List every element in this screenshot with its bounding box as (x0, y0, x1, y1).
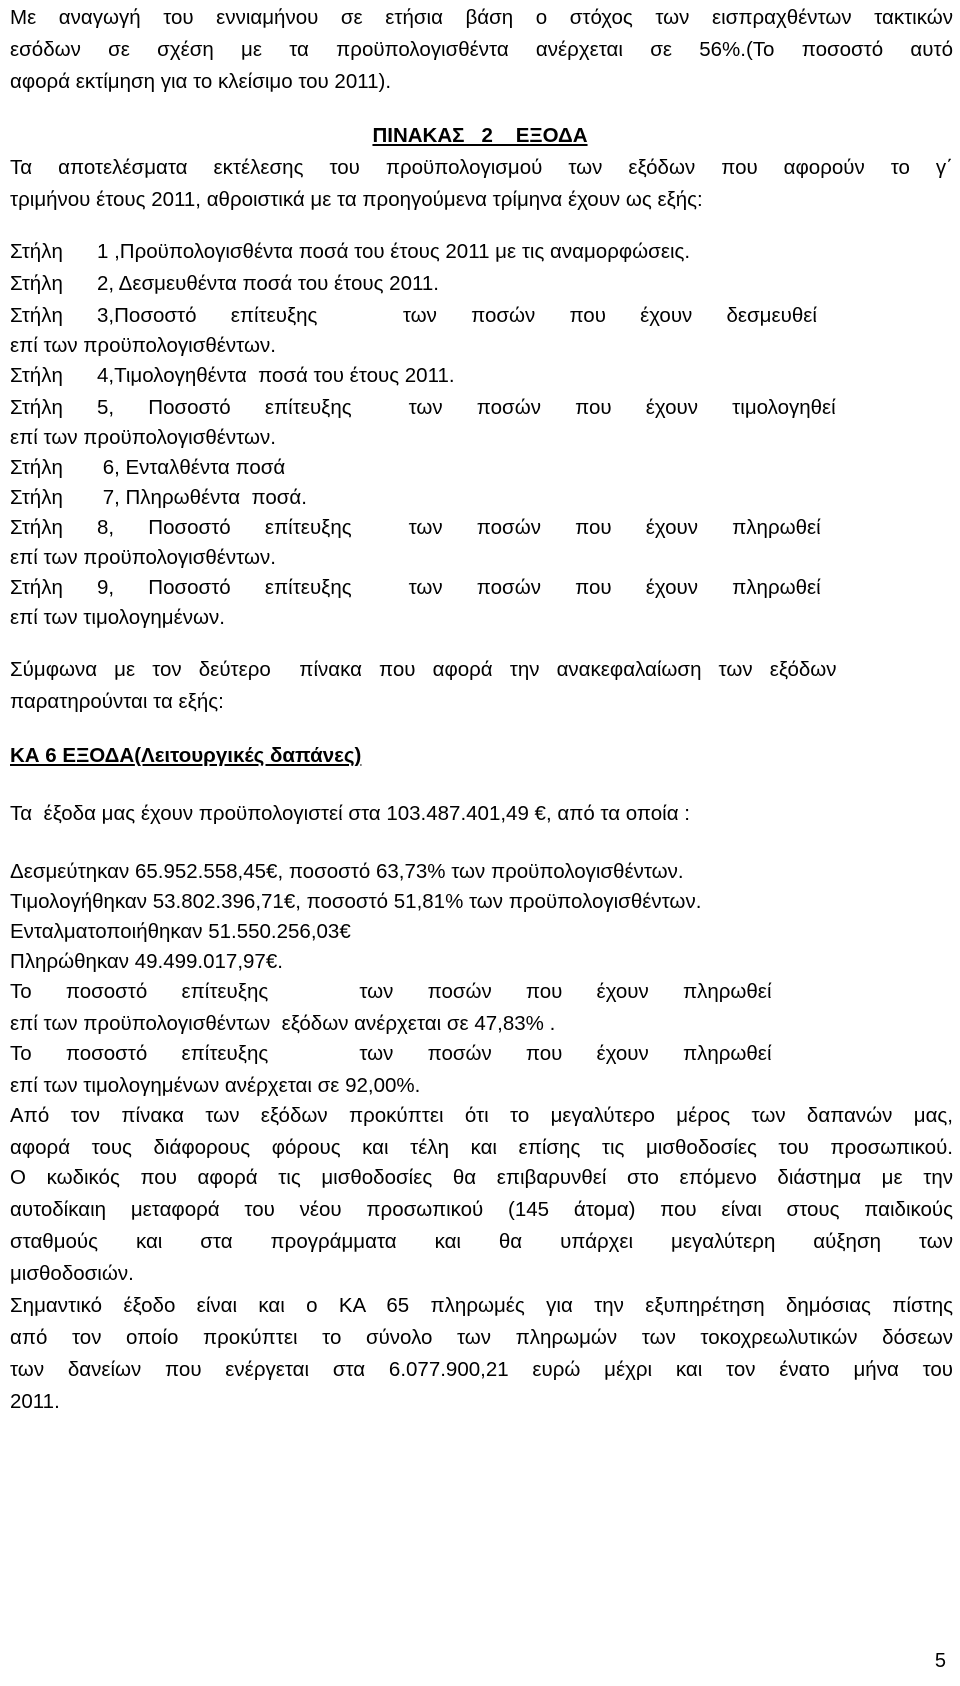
ka6-pct1-line-1: Το ποσοστό επίτευξης των ποσών που έχουν πληρωθεί (10, 980, 772, 1003)
analysis-p2-line-2: αυτοδίκαιη μεταφορά του νέου προσωπικού (145 άτομα) που είναι στους παιδικούς (10, 1198, 953, 1221)
column-9-line: Στήλη 9, Ποσοστό επίτευξης των ποσών που έχουν πληρωθεί (10, 576, 821, 599)
analysis-p3-line-1: Σημαντικό έξοδο είναι και ο ΚΑ 65 πληρωμές για την εξυπηρέτηση δημόσιας πίστης (10, 1294, 953, 1317)
column-3-line: Στήλη 3,Ποσοστό επίτευξης των ποσών που έχουν δεσμευθεί (10, 304, 817, 327)
summary-line-2: παρατηρούνται τα εξής: (10, 690, 224, 713)
column-4-line: Στήλη 4,Τιμολογηθέντα ποσά του έτους 2011. (10, 364, 455, 387)
column-7-line: Στήλη 7, Πληρωθέντα ποσά. (10, 486, 307, 509)
analysis-p1-line-2: αφορά τους διάφορους φόρους και τέλη και επίσης τις μισθοδοσίες του προσωπικού. (10, 1136, 953, 1159)
intro-line-3: αφορά εκτίμηση για το κλείσιμο του 2011). (10, 70, 392, 93)
analysis-p3-line-4: 2011. (10, 1390, 60, 1413)
table2-title: ΠΙΝΑΚΑΣ 2 ΕΞΟΔΑ (372, 124, 588, 147)
table2-desc-line-2: τριμήνου έτους 2011, αθροιστικά με τα προηγούμενα τρίμηνα έχουν ως εξής: (10, 188, 703, 211)
column-9-cont: επί των τιμολογημένων. (10, 606, 225, 629)
column-8-cont: επί των προϋπολογισθέντων. (10, 546, 276, 569)
page-number: 5 (934, 1650, 946, 1672)
analysis-p1-line-1: Από τον πίνακα των εξόδων προκύπτει ότι το μεγαλύτερο μέρος των δαπανών μας, (10, 1104, 953, 1127)
analysis-p2-line-1: Ο κωδικός που αφορά τις μισθοδοσίες θα επιβαρυνθεί στο επόμενο διάστημα με την (10, 1166, 953, 1189)
ka6-pct1-line-2: επί των προϋπολογισθέντων εξόδων ανέρχεται σε 47,83% . (10, 1012, 556, 1035)
analysis-p2-line-3: σταθμούς και στα προγράμματα και θα υπάρχει μεγαλύτερη αύξηση των (10, 1230, 953, 1253)
ka6-invoiced: Τιμολογήθηκαν 53.802.396,71€, ποσοστό 51,81% των προϋπολογισθέντων. (10, 890, 702, 913)
ka6-paid: Πληρώθηκαν 49.499.017,97€. (10, 950, 283, 973)
ka6-pct2-line-1: Το ποσοστό επίτευξης των ποσών που έχουν πληρωθεί (10, 1042, 772, 1065)
column-3-cont: επί των προϋπολογισθέντων. (10, 334, 276, 357)
analysis-p3-line-2: από τον οποίο προκύπτει το σύνολο των πληρωμών των τοκοχρεωλυτικών δόσεων (10, 1326, 953, 1349)
ka6-heading-desc: (Λειτουργικές δαπάνες) (134, 744, 362, 767)
analysis-p3-line-3: των δανείων που ενέργεται στα 6.077.900,21 ευρώ μέχρι και τον ένατο μήνα του (10, 1358, 953, 1381)
analysis-p2-line-4: μισθοδοσιών. (10, 1262, 134, 1285)
ka6-pct2-line-2: επί των τιμολογημένων ανέρχεται σε 92,00%. (10, 1074, 421, 1097)
column-2-line: Στήλη 2, Δεσμευθέντα ποσά του έτους 2011. (10, 272, 439, 295)
column-5-cont: επί των προϋπολογισθέντων. (10, 426, 276, 449)
column-5-line: Στήλη 5, Ποσοστό επίτευξης των ποσών που έχουν τιμολογηθεί (10, 396, 836, 419)
column-8-line: Στήλη 8, Ποσοστό επίτευξης των ποσών που έχουν πληρωθεί (10, 516, 821, 539)
ka6-budget: Τα έξοδα μας έχουν προϋπολογιστεί στα 103.487.401,49 €, από τα οποία : (10, 802, 690, 825)
ka6-heading-code: ΚΑ 6 ΕΞΟΔΑ (10, 744, 135, 767)
ka6-ordered: Ενταλματοποιήθηκαν 51.550.256,03€ (10, 920, 351, 943)
table2-desc-line-1: Τα αποτελέσματα εκτέλεσης του προϋπολογισμού των εξόδων που αφορούν το γ΄ (10, 156, 953, 179)
intro-line-1: Με αναγωγή του εννιαμήνου σε ετήσια βάση ο στόχος των εισπραχθέντων τακτικών (10, 6, 953, 29)
intro-line-2: εσόδων σε σχέση με τα προϋπολογισθέντα ανέρχεται σε 56%.(Το ποσοστό αυτό (10, 38, 953, 61)
ka6-committed: Δεσμεύτηκαν 65.952.558,45€, ποσοστό 63,73% των προϋπολογισθέντων. (10, 860, 684, 883)
summary-line-1: Σύμφωνα με τον δεύτερο πίνακα που αφορά την ανακεφαλαίωση των εξόδων (10, 658, 837, 681)
ka6-heading (10, 744, 361, 768)
column-1-line: Στήλη 1 ,Προϋπολογισθέντα ποσά του έτους 2011 με τις αναμορφώσεις. (10, 240, 691, 263)
column-6-line: Στήλη 6, Ενταλθέντα ποσά (10, 456, 286, 479)
